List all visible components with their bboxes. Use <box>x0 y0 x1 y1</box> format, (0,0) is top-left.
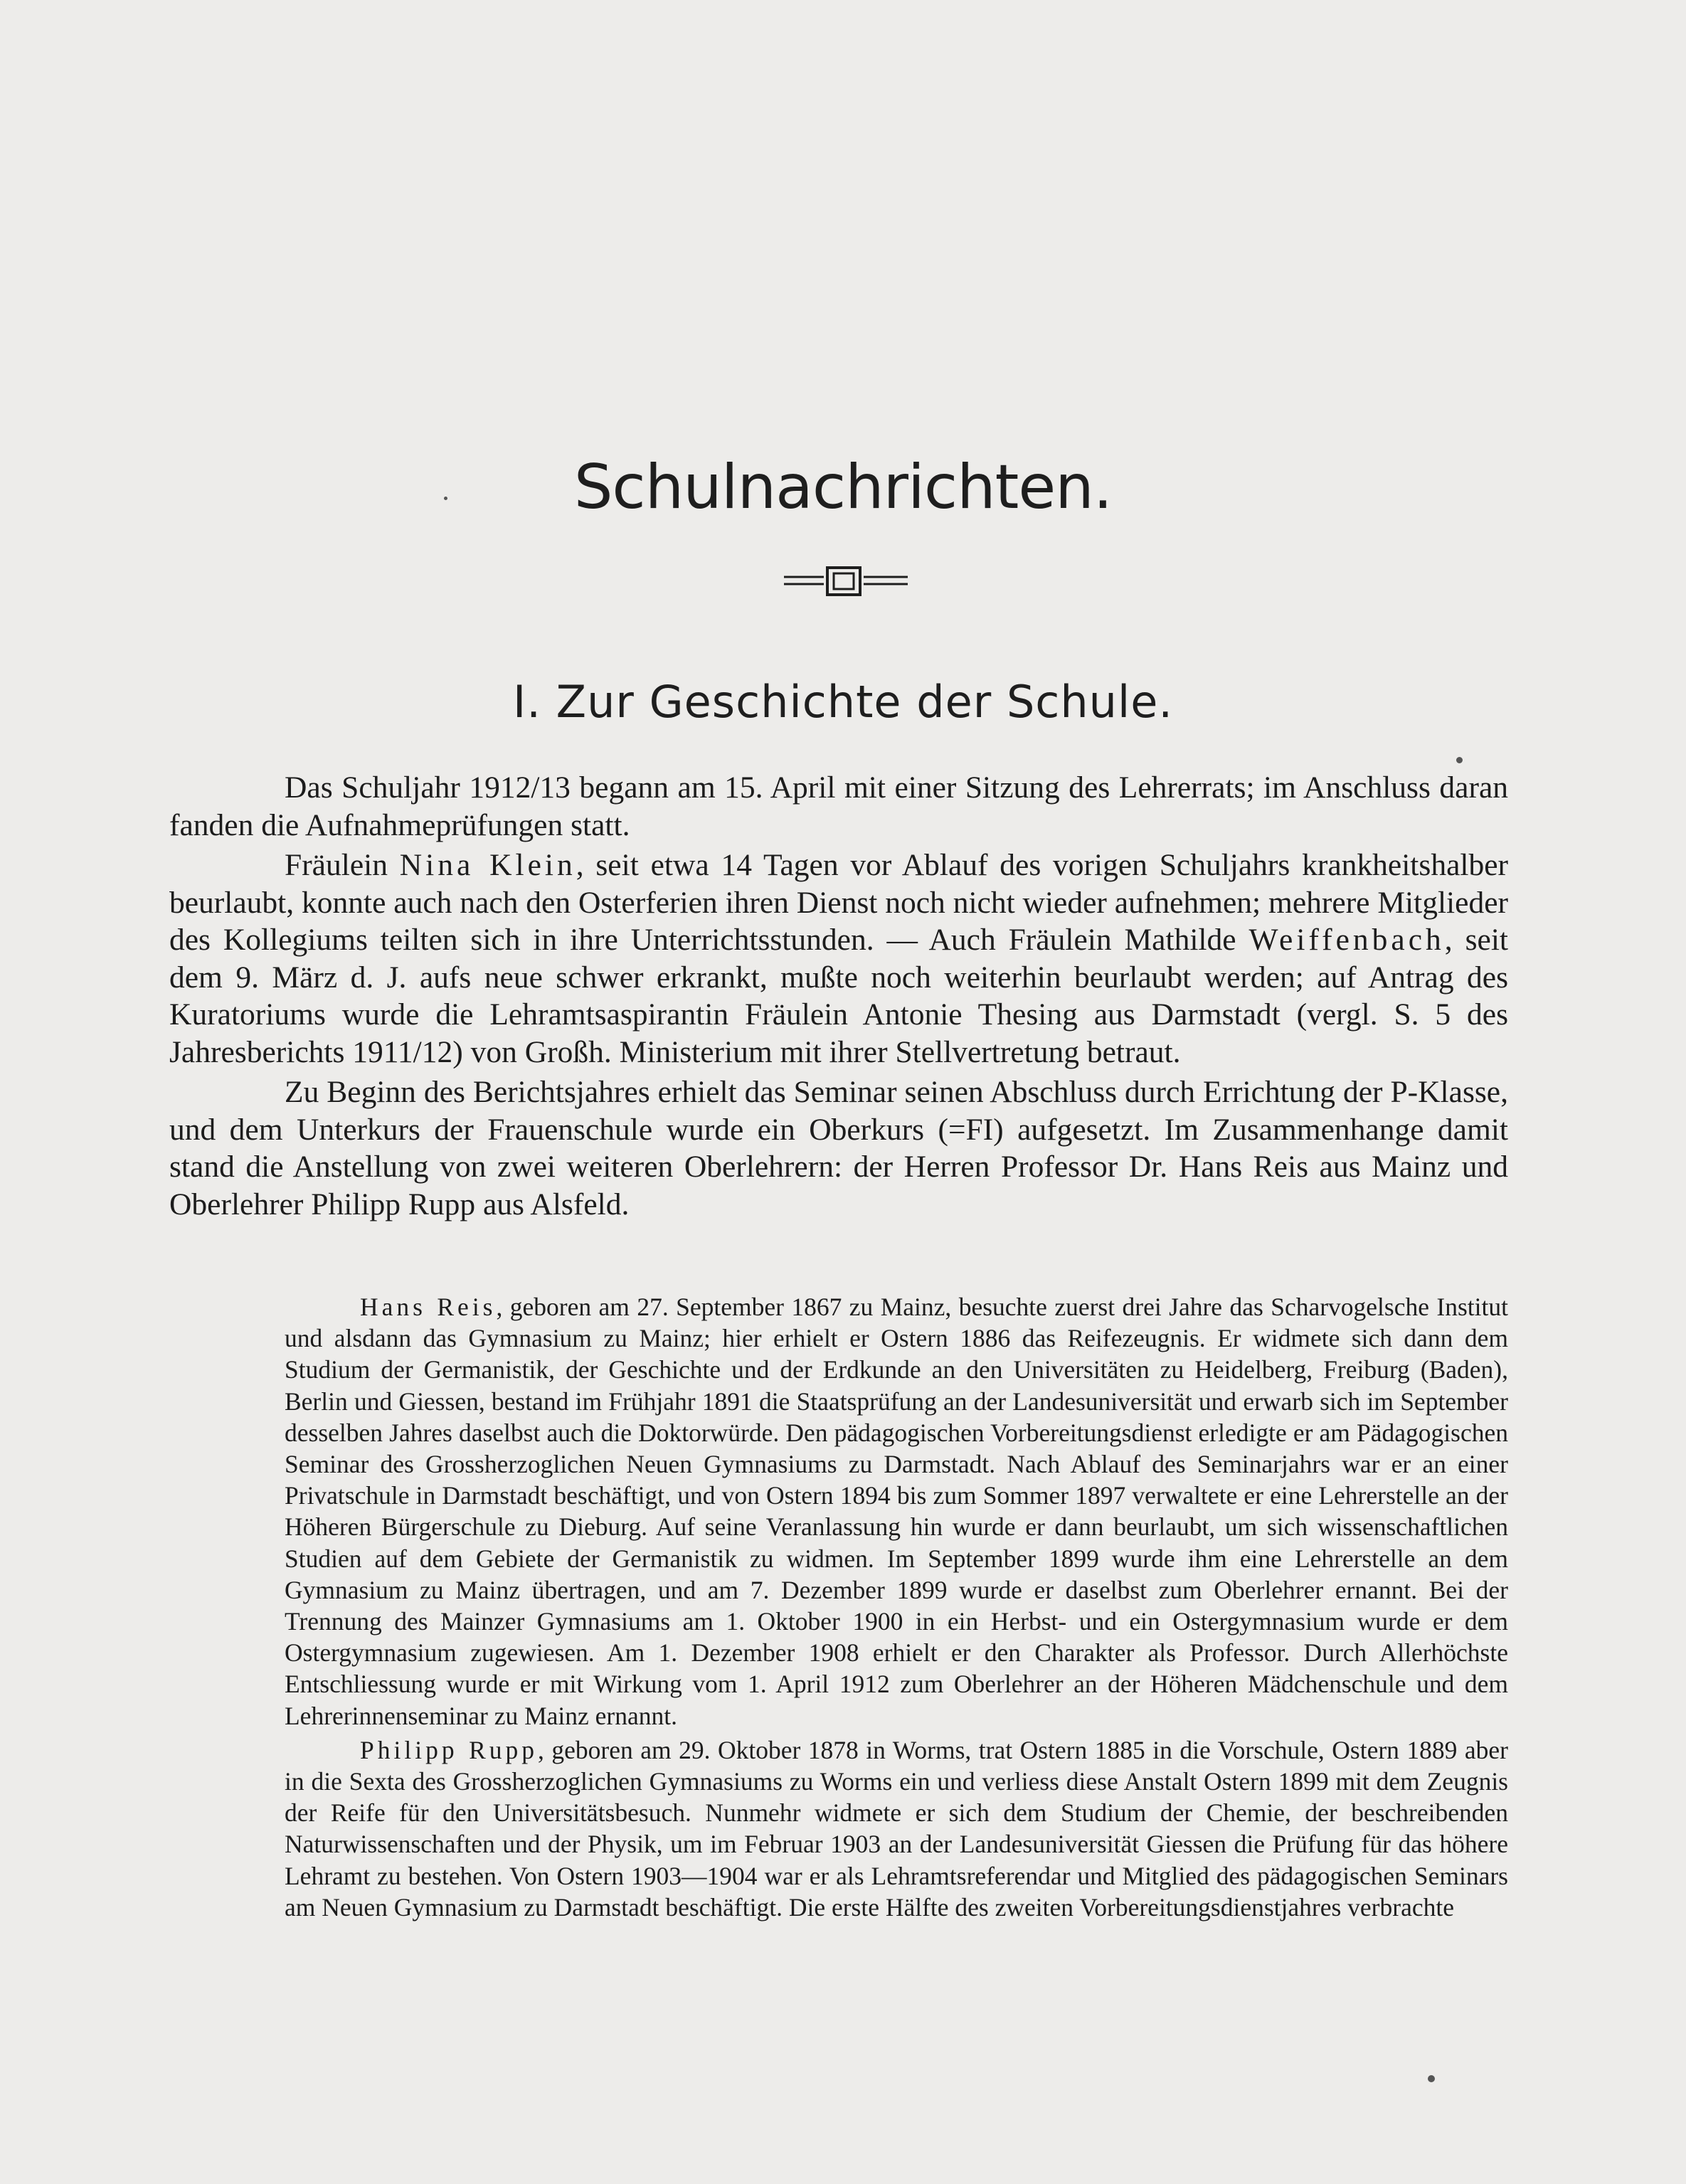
biography-reis <box>285 1291 1508 1732</box>
square-dash-ornament <box>783 563 911 599</box>
person-name-reis: Hans Reis <box>360 1293 497 1321</box>
page-title: Schulnachrichten. <box>573 452 1113 523</box>
section-heading: I. Zur Geschichte der Schule. <box>512 676 1174 728</box>
paragraph-2-middle: , seit etwa 14 Tagen vor Ablauf des vorigen Schuljahrs krankheitshalber beurlaubt, konnte auch nach den Osterferien ihren Dienst noch nicht wieder aufnehmen; mehrere Mitglieder des Kollegiums teilten sich in ihre Unterrichtsstunden. — Auch Fräulein Mathilde <box>169 848 1509 957</box>
paragraph-2 <box>169 847 1508 1071</box>
person-name-rupp: Philipp Rupp <box>360 1735 539 1764</box>
person-name-klein: Nina Klein <box>399 848 576 882</box>
person-name-weiffenbach: Weiffenbach <box>1248 923 1445 957</box>
biography-reis-text: , geboren am 27. September 1867 zu Mainz, besuchte zuerst drei Jahre das Scharvogelsche Institut und alsdann das Gymnasium zu Mainz; hier erhielt er Ostern 1886 das Reifezeugnis. Er widmete sich dann dem Studium der Germanistik, der Geschichte und der Erdkunde an den Universitäten zu Heidelberg, Freiburg (Baden), Berlin und Giessen, bestand im Frühjahr 1891 die Staatsprüfung an der Landesuniversität und erwarb sich im September desselben Jahres daselbst auch die Doktorwürde. Den pädagogischen Vorbereitungsdienst erledigte er am Pädagogischen Seminar des Grossherzoglichen Neuen Gymnasiums zu Darmstadt. Nach Ablauf des Seminarjahrs war er an einer Privatschule in Darmstadt beschäftigt, und von Ostern 1894 bis zum Sommer 1897 verwaltete er eine Lehrerstelle an der Höheren Bürgerschule zu Dieburg. Auf seine Veranlassung hin wurde er dann beurlaubt, um sich wissenschaftlichen Studien auf dem Gebiete der Germanistik zu widmen. Im September 1899 wurde ihm eine Lehrerstelle an dem Gymnasium zu Mainz übertragen, und am 7. Dezember 1899 wurde er daselbst zum Oberlehrer ernannt. Bei der Trennung des Mainzer Gymnasiums am 1. Oktober 1900 in ein Herbst- und ein Ostergymnasium wurde er dem Ostergymnasium zugewiesen. Am 1. Dezember 1908 erhielt er den Charakter als Professor. Durch Allerhöchste Entschliessung wurde er mit Wirkung vom 1. April 1912 zum Oberlehrer an der Höheren Mädchenschule und dem Lehrerinnenseminar zu Mainz ernannt. <box>285 1293 1508 1730</box>
biographies-block <box>285 1291 1508 1923</box>
paragraph-2-end: , seit dem 9. März d. J. aufs neue schwer erkrankt, mußte noch weiterhin beurlaubt werden; auf Antrag des Kuratoriums wurde die Lehramtsaspirantin Fräulein Antonie Thesing aus Darmstadt (vergl. S. 5 des Jahresberichts 1911/12) von Großh. Ministerium mit ihrer Stellvertretung betraut. <box>169 923 1508 1069</box>
paragraph-3: Zu Beginn des Berichtsjahres erhielt das Seminar seinen Abschluss durch Errichtung der P-Klasse, und dem Unterkurs der Frauenschule wurde ein Oberkurs (=FI) aufgesetzt. Im Zusammenhange damit stand die Anstellung von zwei weiteren Oberlehrern: der Herren Professor Dr. Hans Reis aus Mainz und Oberlehrer Philipp Rupp aus Alsfeld. <box>169 1075 1508 1221</box>
biography-rupp <box>285 1734 1508 1923</box>
paragraph-2-lead: Fräulein <box>285 848 388 882</box>
paper-speck <box>1428 2075 1435 2082</box>
paper-speck <box>444 497 447 500</box>
biography-rupp-text: , geboren am 29. Oktober 1878 in Worms, trat Ostern 1885 in die Vorschule, Ostern 1889 aber in die Sexta des Grossherzoglichen Gymnasiums zu Worms ein und verliess diese Anstalt Ostern 1899 mit dem Zeugnis der Reife für den Universitätsbesuch. Nunmehr widmete er sich dem Studium der Chemie, der beschreibenden Naturwissenschaften und der Physik, um im Februar 1903 an der Landesuniversität Giessen die Prüfung für das höhere Lehramt zu bestehen. Von Ostern 1903—1904 war er als Lehramtsreferendar und Mitglied des pädagogischen Seminars am Neuen Gymnasium zu Darmstadt beschäftigt. Die erste Hälfte des zweiten Vorbereitungsdienstjahres verbrachte <box>285 1735 1508 1921</box>
paragraph-1: Das Schuljahr 1912/13 begann am 15. April mit einer Sitzung des Lehrerrats; im Anschluss daran fanden die Aufnahmeprüfungen statt. <box>169 770 1508 842</box>
main-text-block <box>169 769 1508 1223</box>
paper-speck <box>1456 757 1463 763</box>
